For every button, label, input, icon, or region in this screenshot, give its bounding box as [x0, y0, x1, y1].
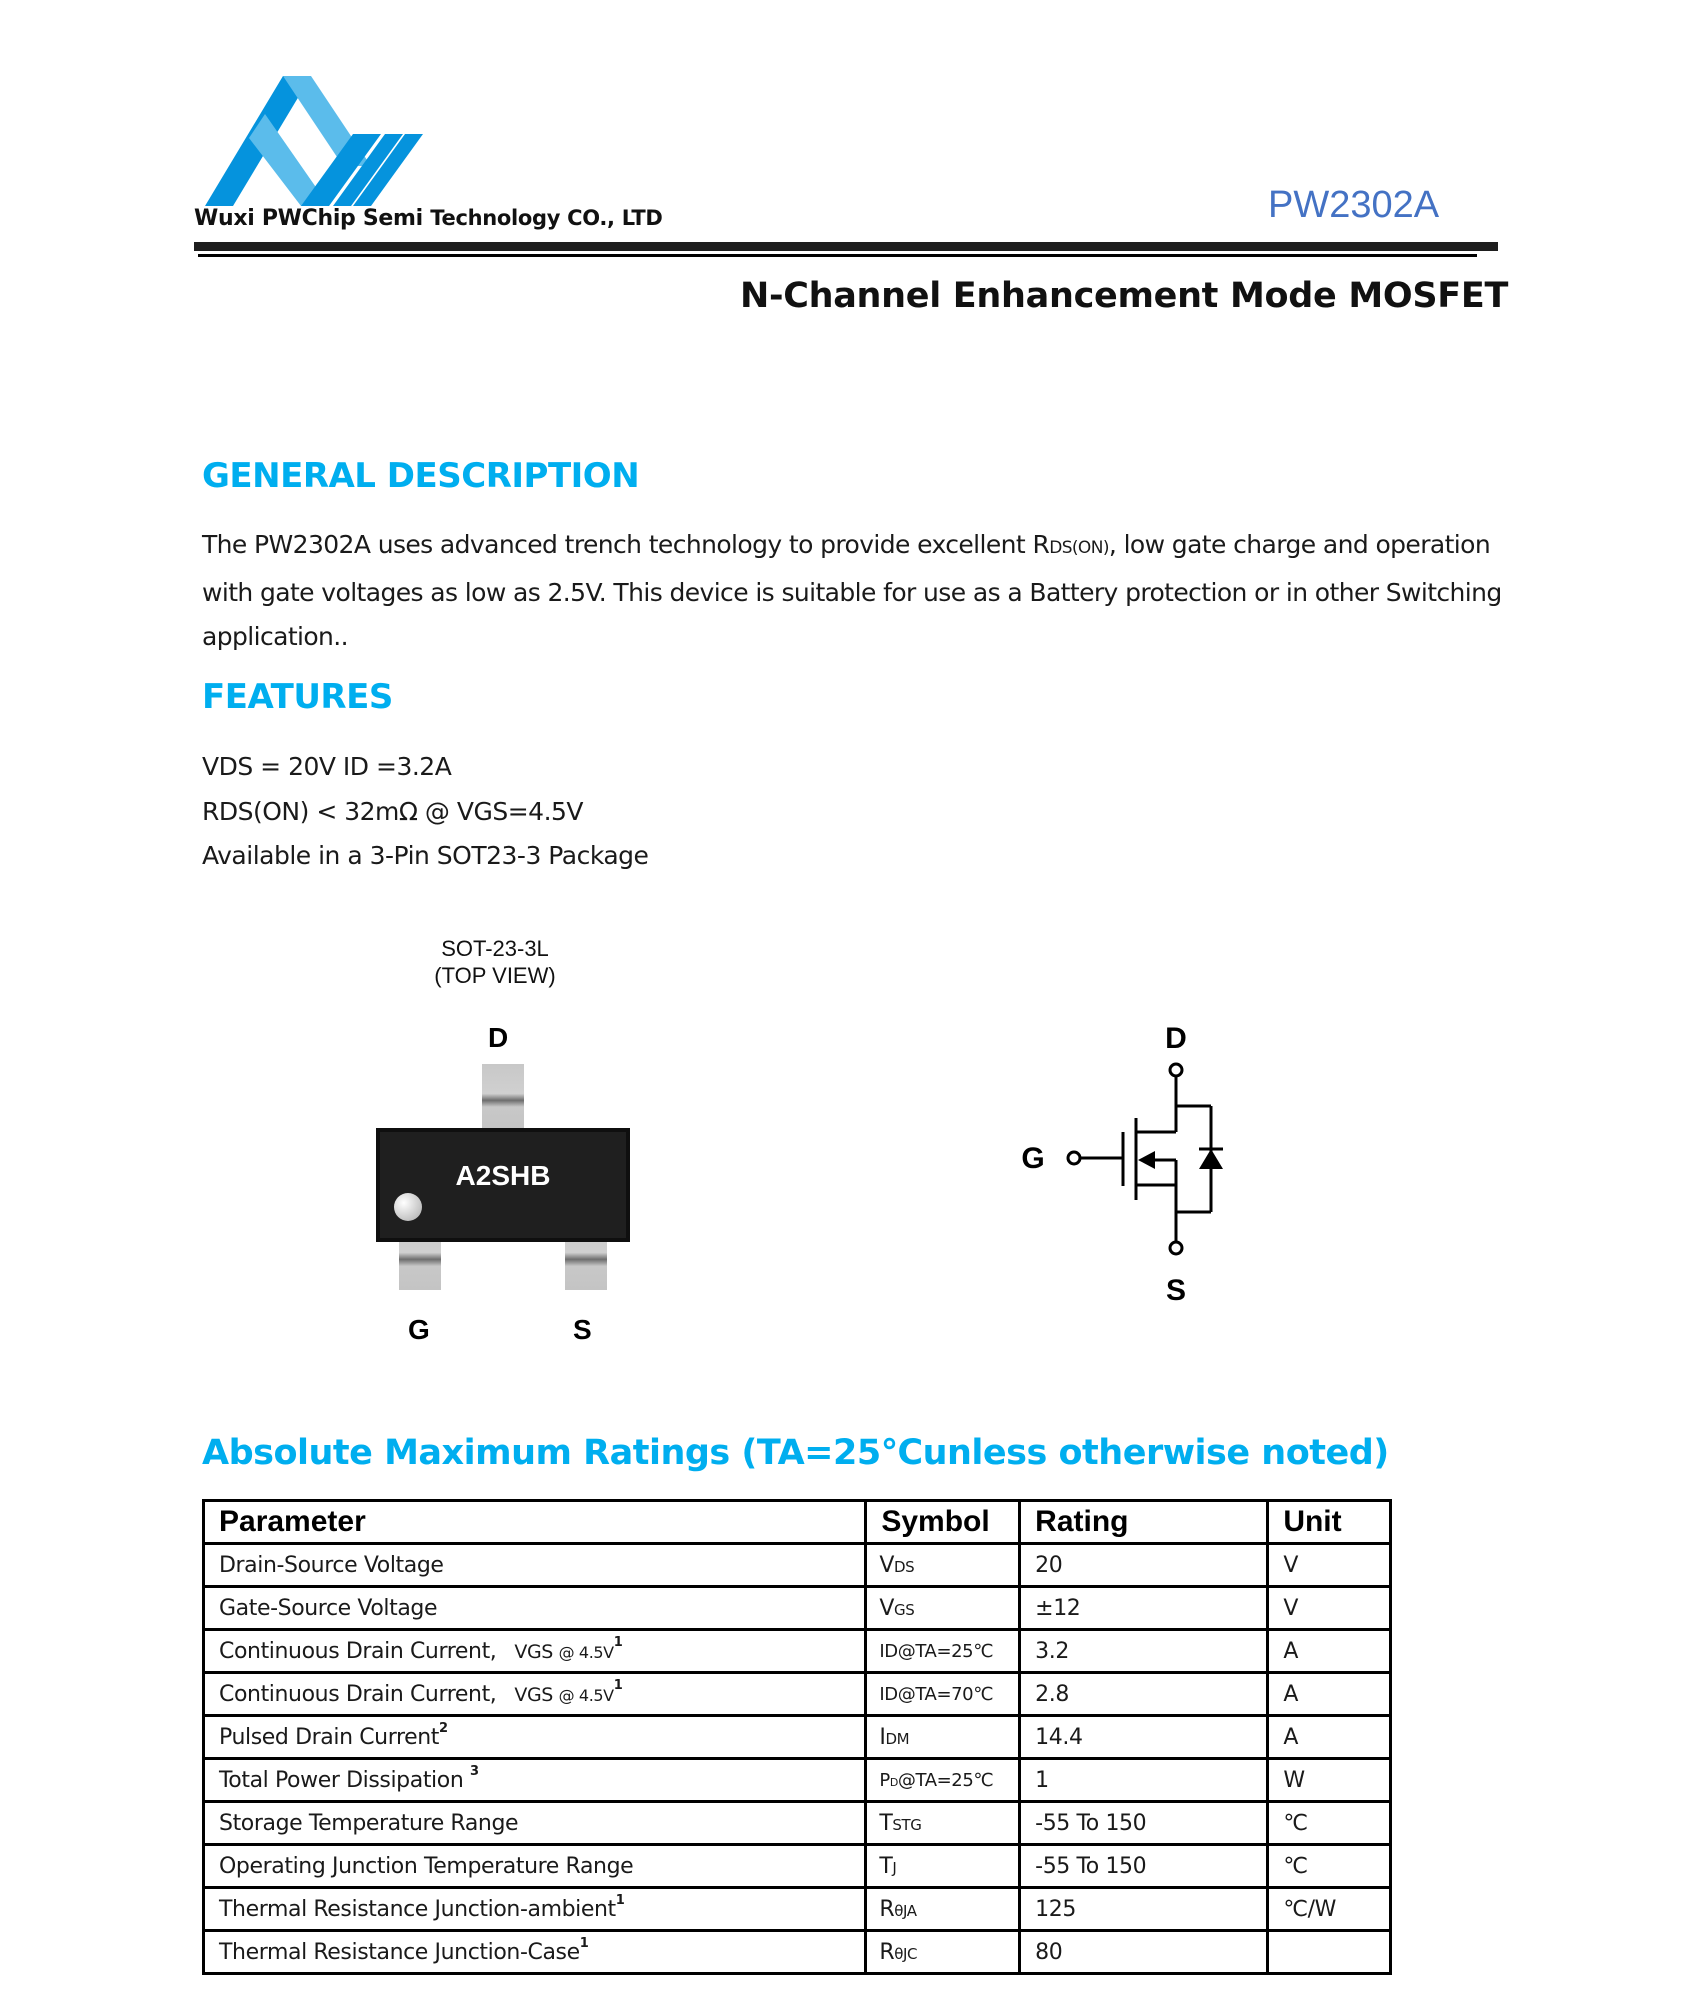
svg-text:D: D: [1165, 1022, 1187, 1055]
sot23-package-icon: [370, 1060, 640, 1310]
table-row: [204, 1802, 1391, 1845]
symbol-cell: ID@TA=25℃: [866, 1630, 1020, 1673]
unit-cell: [1268, 1931, 1391, 1974]
unit-cell: A: [1268, 1630, 1391, 1673]
svg-text:S: S: [1165, 1274, 1187, 1307]
mosfet-schematic-icon: [1010, 1010, 1250, 1310]
rating-cell: -55 To 150: [1020, 1845, 1268, 1888]
table-row: [204, 1673, 1391, 1716]
param-cell: Total Power Dissipation $^3$: [204, 1759, 866, 1802]
rating-cell: ±12: [1020, 1587, 1268, 1630]
column-header-rating: Rating: [1020, 1501, 1268, 1544]
rating-cell: 1: [1020, 1759, 1268, 1802]
general-description-text: The PW2302A uses advanced trench technology to provide excellent RDS(ON), low gate charge and operation with gate voltages as low as 2.5V. This device is suitable for use as a Battery protection or in other Switching application..: [202, 530, 1502, 651]
package-marking: A2SHB: [455, 1160, 551, 1191]
param-cell: Gate-Source Voltage: [204, 1587, 866, 1630]
table-row: [204, 1931, 1391, 1974]
symbol-cell: RθJA: [866, 1888, 1020, 1931]
package-pin-s-label: S: [573, 1314, 592, 1345]
param-cell: Continuous Drain Current, VGS @ $4.5V^1$: [204, 1630, 866, 1673]
symbol-cell: TJ: [866, 1845, 1020, 1888]
company-name: Wuxi PWChip Semi Technology CO., LTD: [194, 206, 663, 231]
symbol-cell: TSTG: [866, 1802, 1020, 1845]
unit-cell: ℃: [1268, 1802, 1391, 1845]
svg-text:G: G: [1021, 1142, 1045, 1175]
param-cell: Operating Junction Temperature Range: [204, 1845, 866, 1888]
unit-cell: V: [1268, 1587, 1391, 1630]
header-divider-thin: [198, 254, 1477, 257]
feature-item: VDS = 20V ID =3.2A: [202, 752, 452, 781]
rating-cell: 2.8: [1020, 1673, 1268, 1716]
unit-cell: ℃/W: [1268, 1888, 1391, 1931]
company-logo-icon: [205, 76, 423, 206]
rating-cell: 125: [1020, 1888, 1268, 1931]
table-row: [204, 1630, 1391, 1673]
symbol-cell: VDS: [866, 1544, 1020, 1587]
feature-item: Available in a 3-Pin SOT23-3 Package: [202, 841, 649, 870]
table-row: [204, 1845, 1391, 1888]
table-header-row: [204, 1501, 1391, 1544]
unit-cell: A: [1268, 1716, 1391, 1759]
table-row: [204, 1759, 1391, 1802]
part-number: PW2302A: [1268, 184, 1440, 226]
rating-cell: -55 To 150: [1020, 1802, 1268, 1845]
column-header-parameter: Parameter: [204, 1501, 866, 1544]
symbol-cell: RθJC: [866, 1931, 1020, 1974]
symbol-cell: ID@TA=70℃: [866, 1673, 1020, 1716]
param-cell: Pulsed Drain Current$^2$: [204, 1716, 866, 1759]
column-header-unit: Unit: [1268, 1501, 1391, 1544]
symbol-cell: VGS: [866, 1587, 1020, 1630]
symbol-cell: IDM: [866, 1716, 1020, 1759]
table-row: [204, 1716, 1391, 1759]
feature-item: RDS(ON) < 32mΩ @ VGS=4.5V: [202, 796, 584, 826]
absolute-max-ratings-heading: Absolute Maximum Ratings (TA=25℃unless otherwise noted): [202, 1433, 1389, 1473]
param-cell: Continuous Drain Current, VGS @ $4.5V^1$: [204, 1673, 866, 1716]
document-title: N-Channel Enhancement Mode MOSFET: [740, 276, 1509, 316]
general-description-heading: GENERAL DESCRIPTION: [202, 456, 640, 496]
ratings-table: [202, 1499, 1392, 1975]
table-row: [204, 1587, 1391, 1630]
param-cell: Thermal Resistance Junction-ambient$^1$: [204, 1888, 866, 1931]
rating-cell: 80: [1020, 1931, 1268, 1974]
features-list: [202, 745, 648, 879]
column-header-symbol: Symbol: [866, 1501, 1020, 1544]
package-caption: SOT-23-3L (TOP VIEW): [434, 936, 556, 988]
table-row: [204, 1888, 1391, 1931]
symbol-cell: PD@TA=25℃: [866, 1759, 1020, 1802]
unit-cell: V: [1268, 1544, 1391, 1587]
table-row: [204, 1544, 1391, 1587]
package-pin-g-label: G: [408, 1314, 430, 1345]
param-cell: Storage Temperature Range: [204, 1802, 866, 1845]
rating-cell: 14.4: [1020, 1716, 1268, 1759]
features-heading: FEATURES: [202, 677, 393, 717]
header-divider-thick: [194, 242, 1498, 251]
unit-cell: W: [1268, 1759, 1391, 1802]
unit-cell: A: [1268, 1673, 1391, 1716]
unit-cell: ℃: [1268, 1845, 1391, 1888]
rating-cell: 20: [1020, 1544, 1268, 1587]
package-pin-d-label: D: [488, 1022, 509, 1053]
rating-cell: 3.2: [1020, 1630, 1268, 1673]
param-cell: Drain-Source Voltage: [204, 1544, 866, 1587]
param-cell: Thermal Resistance Junction-Case$^1$: [204, 1931, 866, 1974]
